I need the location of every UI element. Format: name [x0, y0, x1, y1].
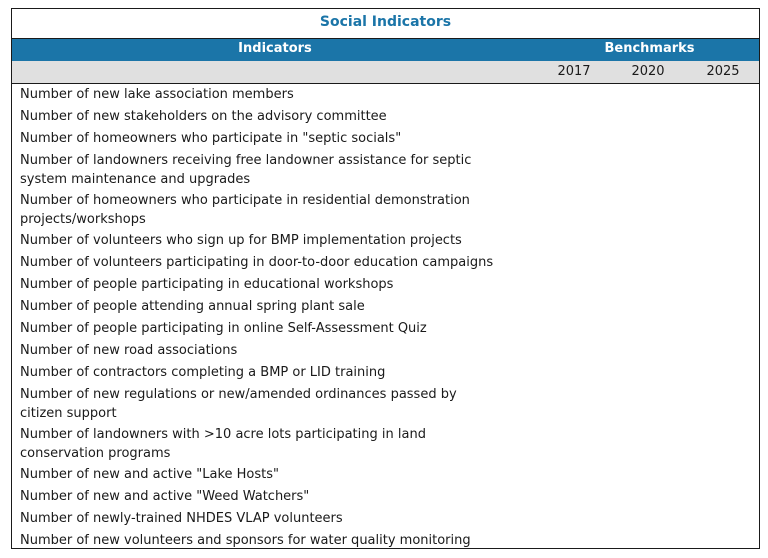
- year-2020: 2020: [631, 64, 665, 79]
- table-row: Number of new volunteers and sponsors for water quality monitoring: [20, 533, 471, 548]
- table-row: Number of people attending annual spring plant sale: [20, 299, 365, 314]
- table-row: Number of new regulations or new/amended ordinances passed by citizen support: [20, 387, 457, 421]
- benchmarks-column-header: Benchmarks: [604, 41, 695, 56]
- table-row: Number of new and active "Lake Hosts": [20, 467, 279, 482]
- table-header: [12, 38, 759, 61]
- table-row: Number of people participating in online Self-Assessment Quiz: [20, 321, 427, 336]
- indicators-column-header: Indicators: [238, 41, 312, 56]
- indicator-rows: [12, 84, 759, 553]
- table-row: Number of new lake association members: [20, 87, 294, 102]
- table-row: Number of landowners receiving free landowner assistance for septic system maintenance and upgrades: [20, 153, 472, 187]
- table-row: Number of volunteers who sign up for BMP implementation projects: [20, 233, 462, 248]
- year-2025: 2025: [706, 64, 740, 79]
- table-row: Number of contractors completing a BMP or LID training: [20, 365, 386, 380]
- table-row: Number of landowners with >10 acre lots participating in land conservation programs: [20, 427, 426, 461]
- table-row: Number of homeowners who participate in residential demonstration projects/workshops: [20, 193, 470, 227]
- table-row: Number of new and active "Weed Watchers": [20, 489, 310, 504]
- benchmark-years-row: [12, 61, 759, 84]
- table-row: Number of newly-trained NHDES VLAP volunteers: [20, 511, 343, 526]
- table-row: Number of volunteers participating in door-to-door education campaigns: [20, 255, 494, 270]
- table-row: Number of people participating in educational workshops: [20, 277, 394, 292]
- year-2017: 2017: [557, 64, 591, 79]
- table-title: Social Indicators: [319, 14, 452, 30]
- social-indicators-table: [11, 8, 760, 549]
- table-row: Number of homeowners who participate in "septic socials": [20, 131, 402, 146]
- table-row: Number of new stakeholders on the advisory committee: [20, 109, 387, 124]
- table-row: Number of new road associations: [20, 343, 238, 358]
